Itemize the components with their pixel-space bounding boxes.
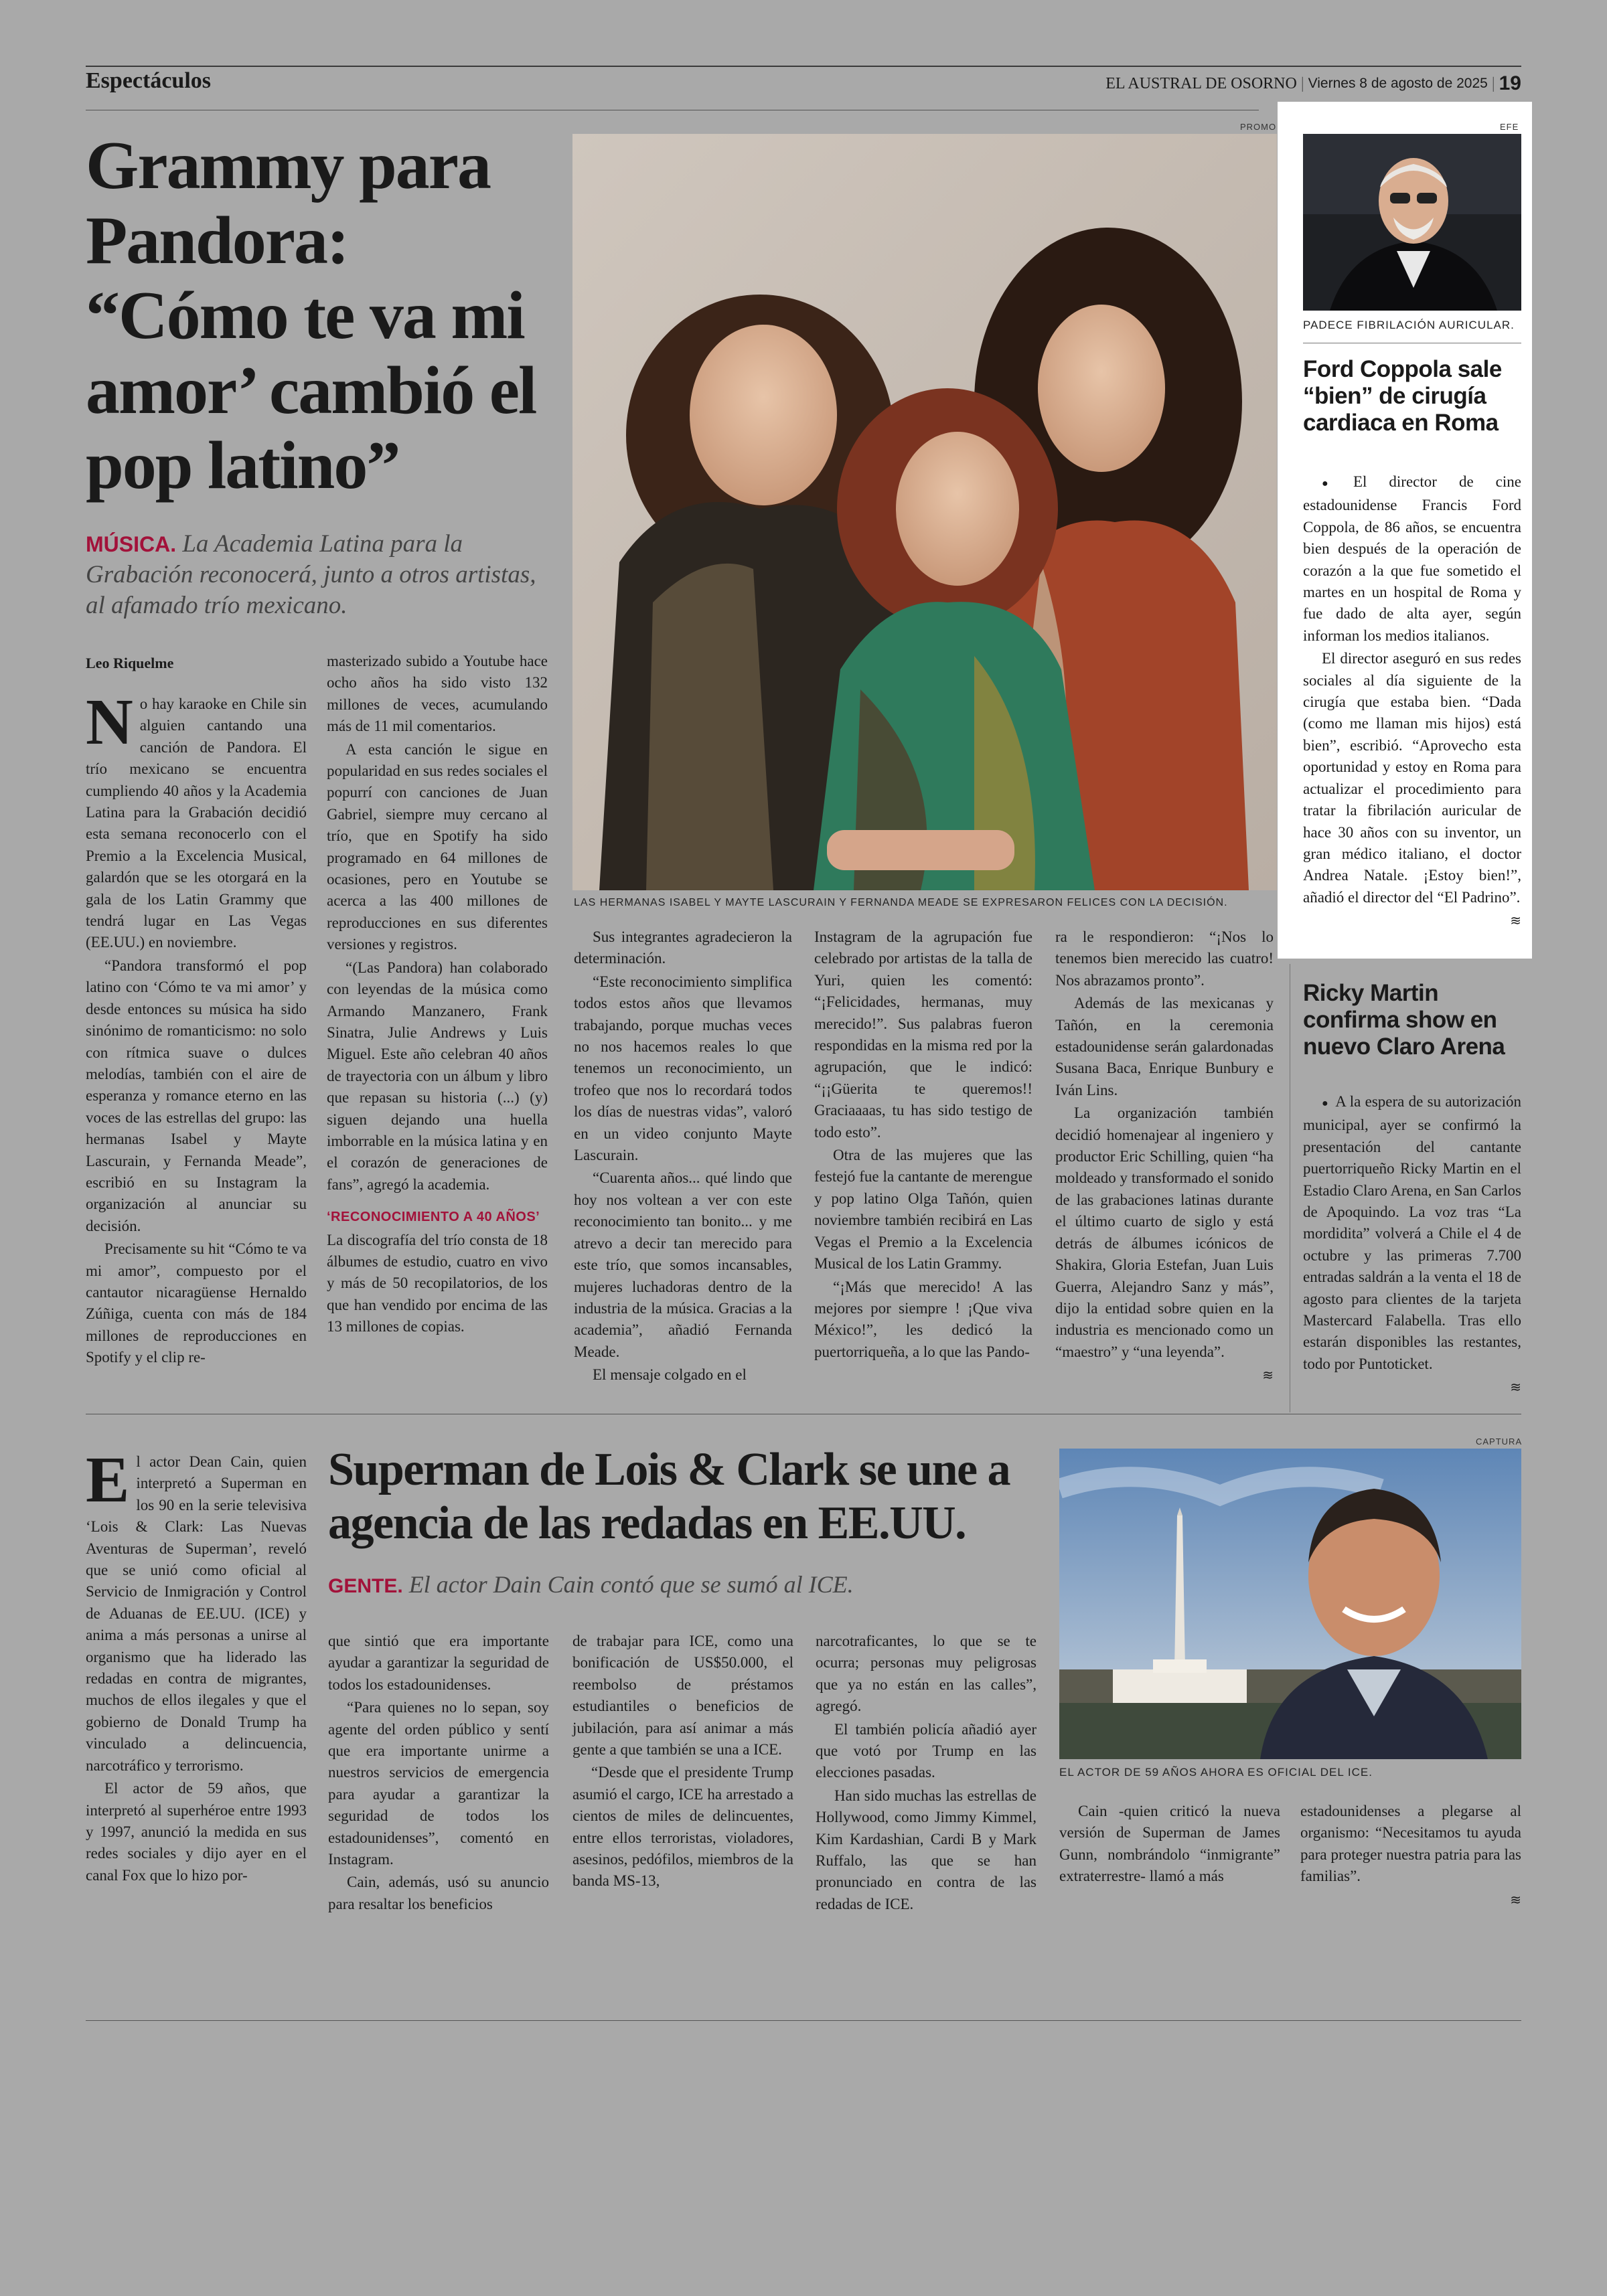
- ricky-body: [1303, 1091, 1521, 1398]
- second-col-5: [1059, 1801, 1280, 1889]
- end-of-article-icon: ≋: [1510, 1379, 1521, 1396]
- dean-cain-photo: [1059, 1449, 1521, 1759]
- paragraph: que sintió que era importante ayudar a garantizar la seguridad de todos los estadounidenses.: [328, 1633, 549, 1693]
- paragraph: Cain -quien criticó la nueva versión de Superman de James Gunn, nombrándolo “inmigrante” extraterrestre- llamó a más: [1059, 1803, 1280, 1885]
- main-col-4: [814, 926, 1032, 1364]
- paragraph: “Para quienes no lo sepan, soy agente del orden público y sentí que era importante unirme a nuestros servicios de emergencia para ayudar a garantizar la seguridad de todos los estadounidenses”, comentó en Instagram.: [328, 1699, 549, 1868]
- paragraph: “Pandora transformó el pop latino con ‘Cómo te va mi amor’ y desde entonces su música ha sido sinónimo de romanticismo: no solo con rítmica suave o dulces melodías, también con el aire de esperanza y romance eterno en las voces de las estrellas del grupo: las hermanas Isabel y Mayte Lascurain, y Fernanda Meade”, escribió en su Instagram la organización al anunciar su decisión.: [86, 957, 307, 1234]
- paragraph: “Este reconocimiento simplifica todos estos años que llevamos trabajando, porque muchas veces no nos hacemos reales lo que tenemos un reconocimiento, un trofeo que nos lo recordará todos los días de nuestras vidas”, valoró en un video conjunto Mayte Lascurain.: [574, 973, 792, 1164]
- ricky-headline: Ricky Martin confirma show en nuevo Claro Arena: [1303, 980, 1505, 1060]
- end-of-article-icon: ≋: [1262, 1367, 1274, 1384]
- coppola-photo: [1303, 134, 1521, 311]
- issue-date: Viernes 8 de agosto de 2025: [1308, 76, 1488, 91]
- bottom-rule: [86, 2020, 1521, 2021]
- paragraph: narcotraficantes, lo que se te ocurra; personas muy peligrosas que ya no están en las calles”, agregó.: [816, 1633, 1037, 1715]
- paragraph: “(Las Pandora) han colaborado con leyendas de la música como Armando Manzanero, Frank Sinatra, Julie Andrews y Luis Miguel. Este año celebran 40 años de trayectoria con un álbum y libro que repasan su historia (...) (y) siguen dejando una huella imborrable en la música latina y en el corazón de generaciones de fans”, agregó la academia.: [327, 959, 548, 1193]
- pandora-trio-photo: [572, 134, 1277, 890]
- main-dek-text: La Academia Latina para la Grabación reconocerá, junto a otros artistas, al afamado trío mexicano.: [86, 530, 536, 619]
- second-photo-caption: EL ACTOR DE 59 AÑOS AHORA ES OFICIAL DEL ICE.: [1059, 1766, 1373, 1779]
- second-kicker: GENTE.: [328, 1575, 403, 1597]
- paragraph: El también policía añadió ayer que votó por Trump en las elecciones pasadas.: [816, 1720, 1037, 1781]
- end-of-article-icon: ≋: [1510, 1891, 1521, 1908]
- paragraph: l actor Dean Cain, quien interpretó a Superman en los 90 en la serie televisiva ‘Lois & Clark: Las Nuevas Aventuras de Superman’, reveló que se unió como oficial al Servicio de Inmigración y Control de Aduanas de EE.UU. (ICE) y anima a más personas a unirse al organismo que ha liderado las redadas en contra de migrantes, muchos de ellos ilegales y que el gobierno de Donald Trump ha vinculado a delincuencia, narcotráfico y terrorismo.: [86, 1453, 307, 1774]
- paragraph: de trabajar para ICE, como una bonificación de US$50.000, el reembolso de préstamos estudiantiles o beneficios de jubilación, para así animar a más gente a que también se una a ICE.: [572, 1633, 793, 1758]
- main-col-5: [1055, 926, 1274, 1386]
- paragraph: A esta canción le sigue en popularidad en sus redes sociales el popurrí con canciones de Juan Gabriel, siempre muy cercano al trío, que en Spotify ha sido programado en 64 millones de ocasiones, pero en Youtube se acerca a las 400 millones de reproducciones en sus diferentes versiones y registros.: [327, 740, 548, 953]
- coppola-headline: Ford Coppola sale “bien” de cirugía cardiaca en Roma: [1303, 356, 1502, 436]
- paragraph: La discografía del trío consta de 18 álbumes de estudio, cuatro en vivo y más de 50 recopilatorios, de los que han vendido por encima de las 13 millones de copias.: [327, 1231, 548, 1335]
- second-col-4: [816, 1631, 1037, 1916]
- byline: Leo Riquelme: [86, 655, 174, 671]
- paragraph: ra le respondieron: “¡Nos lo tenemos bien merecido las cuatro! Nos abrazamos pronto”.: [1055, 928, 1274, 989]
- paragraph: Han sido muchas las estrellas de Hollywood, como Jimmy Kimmel, Kim Kardashian, Cardi B y Mark Ruffalo, las que se han pronunciado en contra de las redadas de ICE.: [816, 1787, 1037, 1912]
- paragraph: Cain, además, usó su anuncio para resaltar los beneficios: [328, 1874, 549, 1912]
- bullet-icon: ●: [1322, 478, 1347, 489]
- paragraph: “Cuarenta años... qué lindo que hoy nos voltean a ver con este reconocimiento tan bonito... y me atrevo a decir tan merecido para este trío, que somos incansables, mujeres luchadoras dentro de la industria de la música. Gracias a la academia”, añadió Fernanda Meade.: [574, 1169, 792, 1360]
- paragraph: masterizado subido a Youtube hace ocho años ha sido visto 132 millones de veces, acumulando más de 11 mil comentarios.: [327, 653, 548, 735]
- folio: [1105, 72, 1521, 95]
- main-subhead: ‘RECONOCIMIENTO A 40 AÑOS’: [327, 1210, 540, 1225]
- second-col-6: [1300, 1801, 1521, 1910]
- paragraph: Además de las mexicanas y Tañón, en la ceremonia estadounidense serán galardonadas Susana Baca, Enrique Bunbury e Iván Lins.: [1055, 995, 1274, 1098]
- paragraph: El actor de 59 años, que interpretó al superhéroe entre 1993 y 1997, anunció la medida en sus redes sociales y dijo ayer en el canal Fox que lo hizo por-: [86, 1780, 307, 1884]
- main-col-1: [86, 686, 307, 1370]
- paragraph: A la espera de su autorización municipal, ayer se confirmó la presentación del cantante puertorriqueño Ricky Martin en el Estadio Claro Arena, en San Carlos de Apoquindo. La voz tras “La mordidita” volverá a Chile el 4 de octubre y las primeras 7.700 entradas saldrán a la venta el 18 de agosto para clientes de la tarjeta Mastercard Falabella. Tras ello estarán disponibles las restantes, todo por Puntoticket.: [1303, 1093, 1522, 1372]
- paragraph: Otra de las mujeres que las festejó fue la cantante de merengue y pop latino Olga Tañón, quien noviembre también recibirá en Las Vegas el Premio a la Excelencia Musical de los Latin Grammy.: [814, 1147, 1032, 1273]
- second-dek: [328, 1570, 1038, 1598]
- top-rule: [86, 66, 1521, 67]
- paper-name: EL AUSTRAL DE OSORNO: [1105, 74, 1297, 92]
- paragraph: El director de cine estadounidense Francis Ford Coppola, de 86 años, se encuentra bien después de la operación de corazón a la que fue sometido el martes en un hospital de Roma y fue dado de alta ayer, según informan los medios italianos.: [1303, 473, 1521, 644]
- main-photo-caption: LAS HERMANAS ISABEL Y MAYTE LASCURAIN Y FERNANDA MEADE SE EXPRESARON FELICES CON LA DECISIÓN.: [574, 897, 1228, 908]
- paragraph: “¡Más que merecido! A las mejores por siempre ! ¡Que viva México!”, les dedicó la puertorriqueña, a lo que las Pando-: [814, 1278, 1032, 1360]
- second-dek-text: El actor Dain Cain contó que se sumó al ICE.: [408, 1571, 854, 1598]
- paragraph: El mensaje colgado en el: [593, 1366, 747, 1384]
- paragraph: “Desde que el presidente Trump asumió el cargo, ICE ha arrestado a cientos de miles de delincuentes, entre ellos terroristas, violadores, asesinos, pedófilos, miembros de la banda MS-13,: [572, 1764, 793, 1890]
- bullet-icon: ●: [1322, 1098, 1329, 1109]
- coppola-body: [1303, 471, 1521, 932]
- main-col-2: [327, 651, 548, 1339]
- main-kicker: MÚSICA.: [86, 532, 177, 556]
- paragraph: El director aseguró en sus redes sociales al día siguiente de la cirugía que estaba bien. “Dada (como me llaman mis hijos) está bien”, escribió. “Aprovecho esta oportunidad y estoy en Roma para actualizar el procedimiento para tratar la fibrilación auricular de hace 30 años con su inventor, un gran médico italiano, el doctor Andrea Natale. ¡Estoy bien!”, añadió el director del “El Padrino”.: [1303, 650, 1521, 906]
- section-name: Espectáculos: [86, 68, 211, 93]
- main-photo-credit: PROMO: [1240, 122, 1277, 132]
- paragraph: La organización también decidió homenajear al ingeniero y productor Eric Schilling, quien “ha moldeado y transformado el sonido de las grabaciones latinas durante el último cuarto de siglo y está detrás de álbumes icónicos de Shakira, Gloria Estefan, Juan Luis Guerra, Alejandro Sanz y más”, dijo la entidad sobre quien en la industria es mencionado como un “maestro” y “una leyenda”.: [1055, 1104, 1274, 1360]
- main-col-3: [574, 926, 792, 1388]
- paragraph: Precisamente su hit “Cómo te va mi amor”, compuesto por el cantautor nicaragüense Hernaldo Zúñiga, cuenta con más de 184 millones de reproducciones en Spotify y el clip re-: [86, 1240, 307, 1366]
- folio-separator: |: [1491, 74, 1495, 92]
- second-dropcap: E: [86, 1444, 130, 1516]
- main-dropcap: N: [86, 686, 133, 758]
- second-photo-credit: CAPTURA: [1476, 1437, 1523, 1447]
- folio-separator: |: [1300, 74, 1304, 92]
- second-headline: Superman de Lois & Clark se une a agencia de las redadas en EE.UU.: [328, 1444, 1010, 1549]
- paragraph: Instagram de la agrupación fue celebrado por artistas de la talla de Yuri, quien les comentó: “¡Felicidades, hermanas, muy merecido!”. Sus palabras fueron respondidas en la misma red por la agrupación, que le indicó: “¡¡Güerita te queremos!! Graciaaaas, tu has sido testigo de todo esto”.: [814, 928, 1032, 1141]
- coppola-photo-caption: PADECE FIBRILACIÓN AURICULAR.: [1303, 319, 1515, 331]
- second-col-1: [86, 1444, 307, 1888]
- paragraph: estadounidenses a plegarse al organismo: “Necesitamos tu ayuda para proteger nuestra patria para las familias”.: [1300, 1803, 1521, 1885]
- page-number: 19: [1499, 72, 1521, 94]
- paragraph: o hay karaoke en Chile sin alguien cantando una canción de Pandora. El trío mexicano se encuentra cumpliendo 40 años y la Academia Latina para la Grabación decidió esta semana reconocerlo con el Premio a la Excelencia Musical, galardón que se les otorgará en la gala de los Latin Grammy que tendrá lugar en Las Vegas (EE.UU.) en noviembre.: [86, 695, 307, 951]
- coppola-photo-credit: EFE: [1500, 122, 1519, 132]
- second-col-3: [572, 1631, 793, 1894]
- main-headline: Grammy para Pandora: “Cómo te va mi amor’ cambió el pop latino”: [86, 128, 536, 503]
- main-dek: [86, 529, 541, 621]
- second-col-2: [328, 1631, 549, 1916]
- paragraph: Sus integrantes agradecieron la determinación.: [574, 928, 792, 967]
- end-of-article-icon: ≋: [1510, 912, 1521, 929]
